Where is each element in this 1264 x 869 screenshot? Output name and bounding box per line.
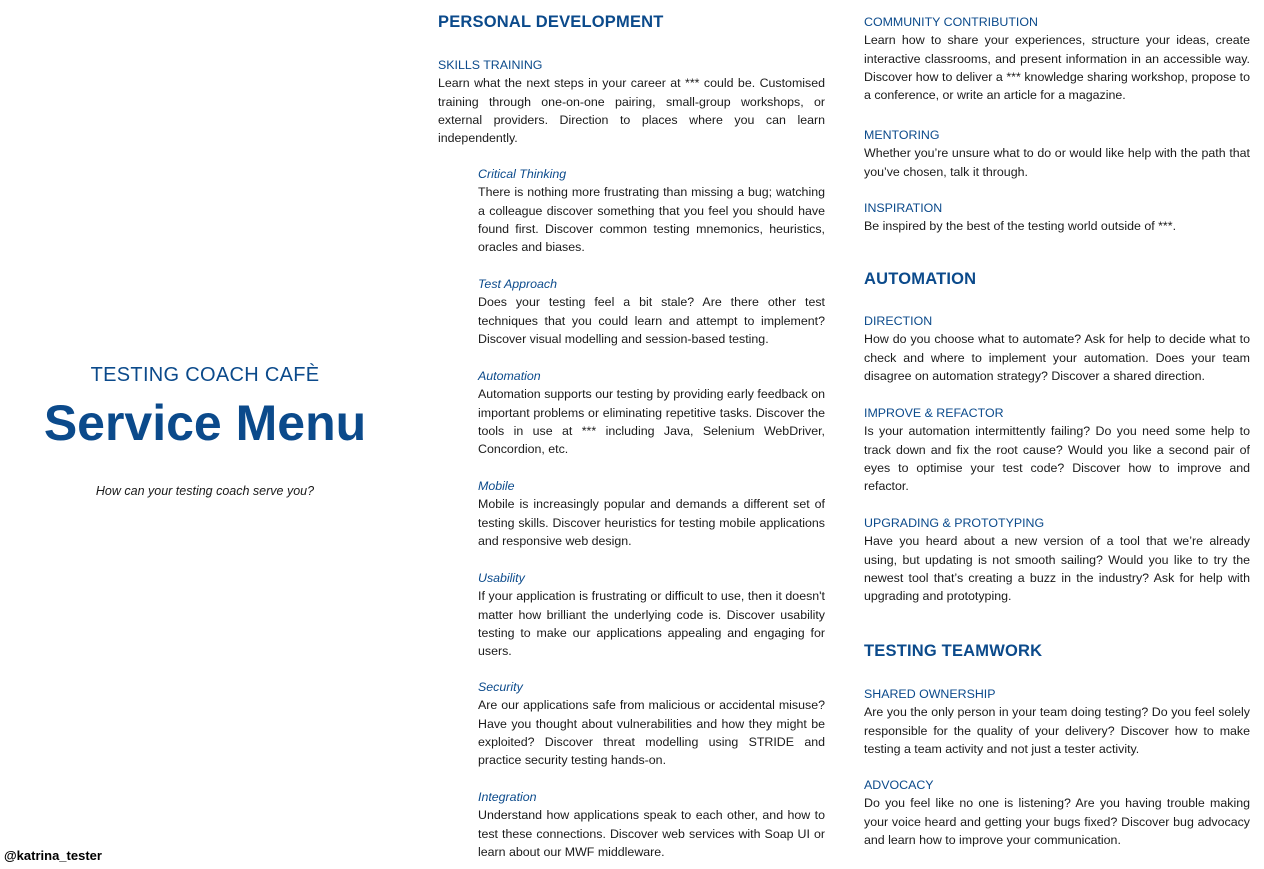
service-label: DIRECTION (864, 314, 933, 328)
service-description: Are you the only person in your team doing testing? Do you feel solely responsible for the quality of your delivery? Discover how to make testing a team activity and not just a tester activity. (864, 705, 1250, 756)
service-description: Have you heard about a new version of a tool that we’re already using, but updating is not smooth sailing? Would you like to try the newest tool that’s creating a buzz in the industry? Ask for help with upgrading and prototyping. (864, 534, 1250, 604)
heading-personal-development: PERSONAL DEVELOPMENT (438, 13, 664, 31)
service-description: Mobile is increasingly popular and demands a different set of testing skills. Discover heuristics for testing mobile applications and responsive web design. (478, 497, 825, 548)
service-description: There is nothing more frustrating than missing a bug; watching a colleague discover something that you feel you should have found first. Discover common testing mnemonics, heuristics, oracles and biases. (478, 185, 825, 255)
service-section (478, 367, 825, 458)
service-description: Do you feel like no one is listening? Are you having trouble making your voice heard and getting your bugs fixed? Discover bug advocacy and learn how to improve your communication. (864, 796, 1250, 847)
service-section (864, 776, 1250, 849)
cover-panel (0, 0, 410, 869)
service-description: Understand how applications speak to each other, and how to test these connections. Discover web services with Soap UI or learn about our MWF middleware. (478, 808, 825, 859)
service-description: Is your automation intermittently failing? Do you need some help to track down and fix the root cause? Would you like a second pair of eyes to optimise your test code? Discover how to improve and refactor. (864, 424, 1250, 494)
service-section (478, 275, 825, 348)
service-section (864, 312, 1250, 385)
service-section (864, 126, 1250, 181)
service-label: Usability (478, 571, 525, 585)
service-description: Learn what the next steps in your career at *** could be. Customised training through one-on-one pairing, small-group workshops, or external providers. Direction to places where you can learn independently. (438, 76, 825, 146)
heading-automation: AUTOMATION (864, 270, 977, 288)
service-label: ADVOCACY (864, 778, 934, 792)
service-description: Does your testing feel a bit stale? Are there other test techniques that you could learn and attempt to implement? Discover visual modelling and session-based testing. (478, 295, 825, 346)
heading-testing-teamwork: TESTING TEAMWORK (864, 642, 1043, 660)
service-section (478, 165, 825, 256)
author-handle: @katrina_tester (4, 848, 102, 863)
service-section (864, 404, 1250, 495)
service-label: Integration (478, 790, 537, 804)
service-label: SHARED OWNERSHIP (864, 687, 996, 701)
service-label: Critical Thinking (478, 167, 567, 181)
cover-supertitle: TESTING COACH CAFÈ (90, 364, 320, 386)
service-section (478, 788, 825, 861)
service-description: How do you choose what to automate? Ask for help to decide what to check and where to implement your automation. Does your team disagree on automation strategy? Discover a shared direction. (864, 332, 1250, 383)
service-label: Test Approach (478, 277, 557, 291)
service-label: COMMUNITY CONTRIBUTION (864, 15, 1038, 29)
service-section (478, 569, 825, 660)
service-description: Automation supports our testing by providing early feedback on important problems or eliminating repetitive tasks. Discover the tools in use at *** including Java, Selenium WebDriver, Concordion, etc. (478, 387, 825, 457)
service-section (864, 199, 1250, 236)
service-label: Automation (478, 369, 541, 383)
service-section (478, 678, 825, 769)
service-section (438, 56, 825, 147)
service-description: Learn how to share your experiences, structure your ideas, create interactive classrooms, and present information in an accessible way. Discover how to deliver a *** knowledge sharing workshop, propose to a conference, or write an article for a magazine. (864, 33, 1250, 103)
service-section (864, 685, 1250, 758)
service-label: IMPROVE & REFACTOR (864, 406, 1004, 420)
service-label: SKILLS TRAINING (438, 58, 543, 72)
service-section (864, 514, 1250, 605)
service-section (478, 477, 825, 550)
service-label: Security (478, 680, 523, 694)
service-label: MENTORING (864, 128, 940, 142)
service-description: Are our applications safe from malicious or accidental misuse? Have you thought about vulnerabilities and how they might be exploited? Discover threat modelling using STRIDE and practice security testing hands-on. (478, 698, 825, 768)
service-description: Whether you’re unsure what to do or would like help with the path that you’ve chosen, talk it through. (864, 146, 1250, 179)
service-label: UPGRADING & PROTOTYPING (864, 516, 1045, 530)
service-description: If your application is frustrating or difficult to use, then it doesn't matter how brilliant the underlying code is. Discover usability testing to make our applications appealing and engaging for users. (478, 589, 825, 659)
service-section (864, 13, 1250, 104)
service-label: INSPIRATION (864, 201, 943, 215)
cover-tagline: How can your testing coach serve you? (95, 484, 315, 498)
service-description: Be inspired by the best of the testing world outside of ***. (864, 219, 1177, 234)
service-label: Mobile (478, 479, 515, 493)
cover-title: Service Menu (43, 395, 367, 451)
